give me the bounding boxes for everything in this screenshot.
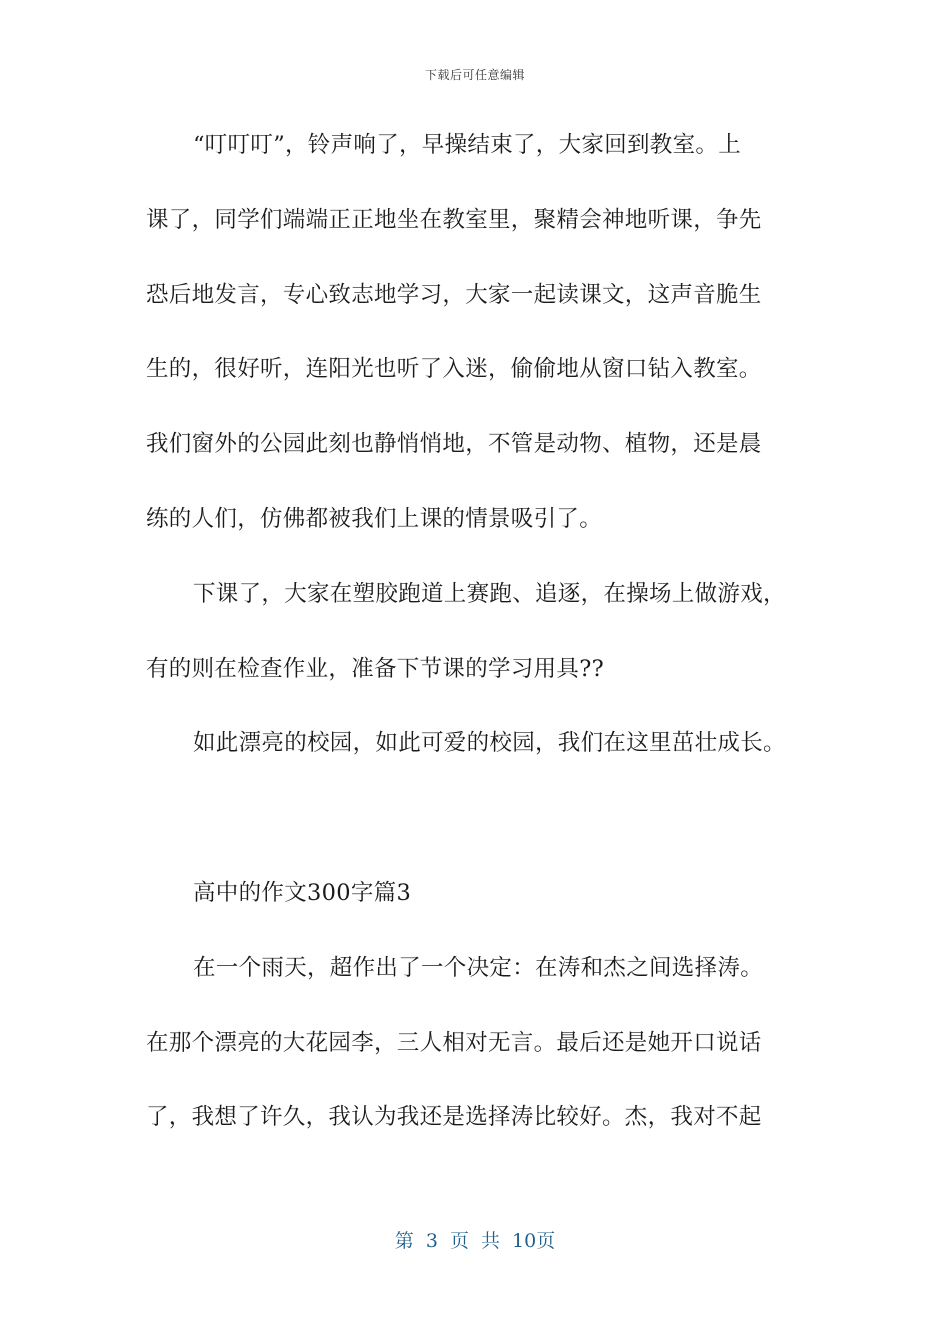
- paragraph-line: 练的人们，仿佛都被我们上课的情景吸引了。: [146, 506, 603, 532]
- paragraph-line: 如此漂亮的校园，如此可爱的校园，我们在这里茁壮成长。: [193, 730, 786, 756]
- header-note: 下载后可任意编辑: [424, 68, 525, 82]
- page-number-footer: 第 3 页 共 10页: [394, 1230, 556, 1252]
- paragraph-line: 我们窗外的公园此刻也静悄悄地，不管是动物、植物，还是晨: [146, 431, 762, 457]
- paragraph-line: 生的，很好听，连阳光也听了入迷，偷偷地从窗口钻入教室。: [146, 356, 762, 382]
- paragraph-line: 有的则在检查作业，准备下节课的学习用具??: [146, 656, 604, 682]
- paragraph-line: 了，我想了许久，我认为我还是选择涛比较好。杰，我对不起: [146, 1104, 762, 1130]
- paragraph-line: 课了，同学们端端正正地坐在教室里，聚精会神地听课，争先: [146, 207, 762, 233]
- paragraph-line: “叮叮叮”，铃声响了，早操结束了，大家回到教室。上: [193, 132, 742, 158]
- paragraph-line: 下课了，大家在塑胶跑道上赛跑、追逐，在操场上做游戏，: [193, 581, 786, 607]
- paragraph-line: 在那个漂亮的大花园李，三人相对无言。最后还是她开口说话: [146, 1030, 762, 1056]
- paragraph-line: 在一个雨天，超作出了一个决定：在涛和杰之间选择涛。: [193, 955, 764, 981]
- section-heading: 高中的作文300字篇3: [193, 880, 412, 906]
- paragraph-line: 恐后地发言，专心致志地学习，大家一起读课文，这声音脆生: [146, 282, 762, 308]
